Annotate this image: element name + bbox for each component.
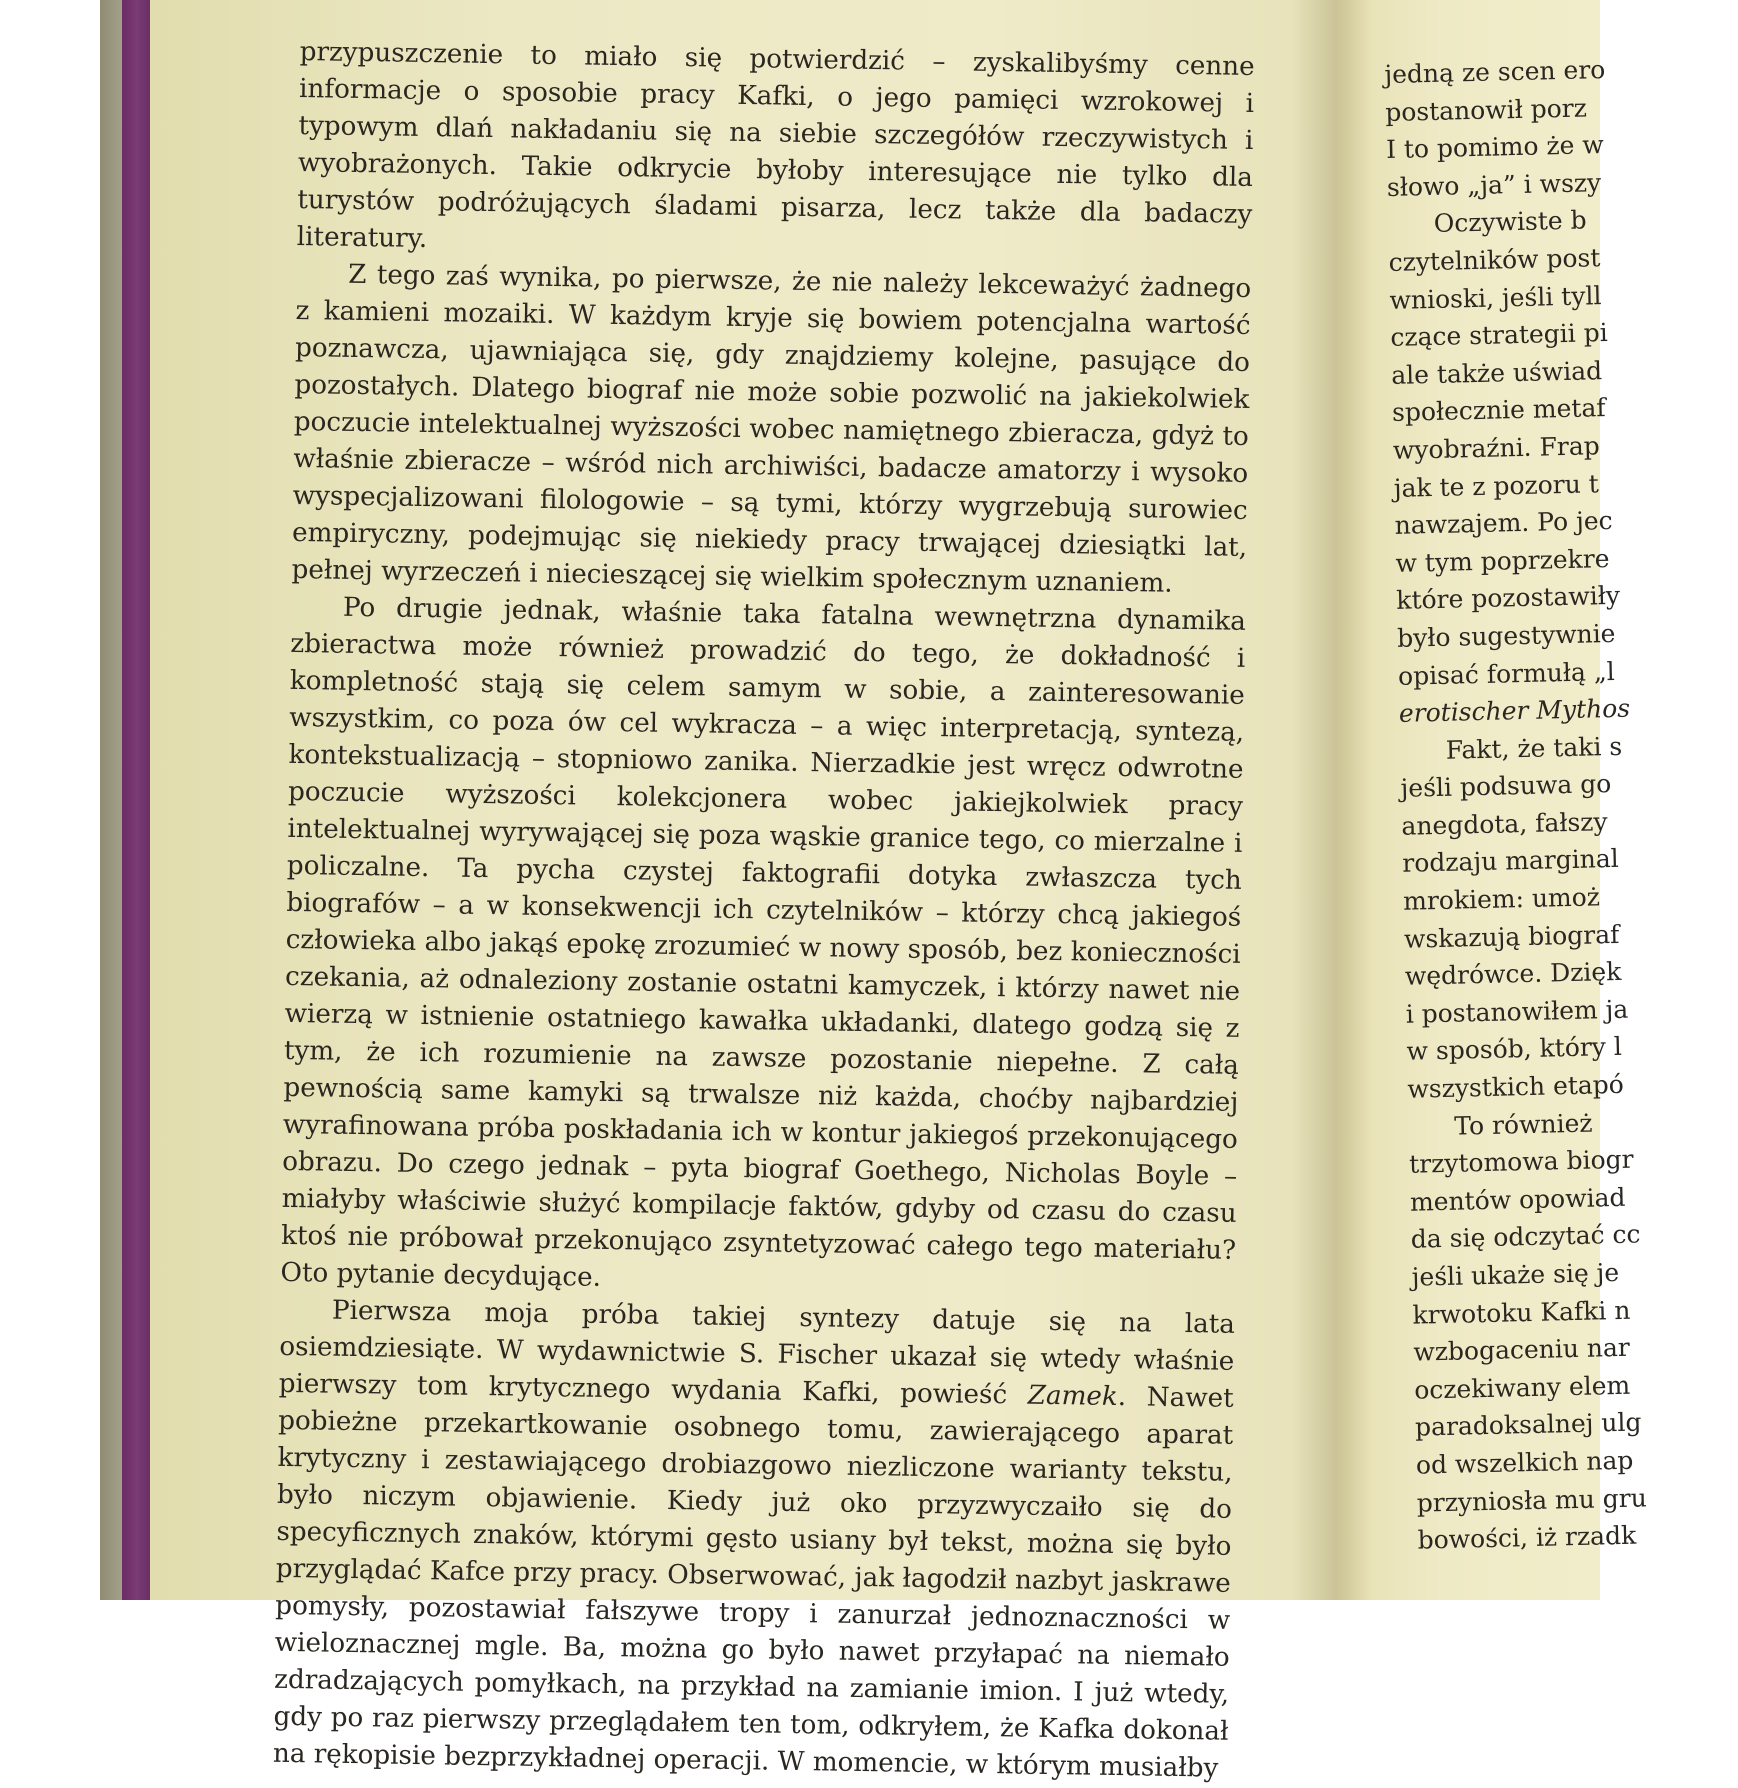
text-line: postanowił porz — [1384, 93, 1588, 127]
book-cover-edge — [122, 0, 152, 1600]
text-run: Z tego zaś wynika, po pierwsze, że nie należy lekceważyć żadnego z kamieni mozaiki. W każdym kryje się bowiem potencjalna wartość poznawcza, ujawniająca się, gdy znajdziemy kolejne, pasujące do pozostałych. Dlatego biograf nie może sobie pozwolić na jakiekolwiek poczucie intelektualnej wyższości wobec namiętnego zbieracza, gdyż to właśnie zbieracze – wśród nich archiwiści, badacze amatorzy i wysoko wyspecjalizowani filologowie – są tymi, którzy wygrzebują surowiec empiryczny, podejmując się niekiedy pracy trwającej dziesiątki lat, pełnej wyrzeczeń i niecieszącej się wielkim społecznym uznaniem. — [291, 259, 1252, 599]
text-line: anegdota, fałszy — [1401, 807, 1608, 841]
text-line: ale także uświad — [1390, 355, 1603, 390]
text-line: w tym poprzekre — [1395, 543, 1610, 578]
text-line: społecznie metaf — [1391, 393, 1606, 428]
text-run: przypuszczenie to miało się potwierdzić – zyskalibyśmy cenne informacje o sposobie pracy Kafki, o jego pamięci wzrokowej i typowym dlań nakładaniu się na siebie szczegółów rzeczywistych i wyobrażonych. Takie odkrycie byłoby interesujące nie tylko dla turystów podróżujących śladami pisarza, lecz także dla badaczy literatury. — [296, 36, 1255, 255]
text-line: jeśli ukaże się je — [1411, 1257, 1620, 1292]
right-page-text — [1384, 49, 1738, 1560]
text-line: To również — [1453, 1108, 1593, 1141]
paragraph — [280, 589, 1246, 1307]
text-line: wskazują biograf — [1403, 919, 1620, 954]
text-line: mrokiem: umoż — [1402, 882, 1601, 916]
text-line: w sposób, który l — [1406, 1032, 1623, 1067]
paragraph — [297, 34, 1255, 271]
text-line: jeśli podsuwa go — [1400, 769, 1612, 804]
text-line: wyobraźni. Frap — [1392, 431, 1601, 465]
text-line: słowo „ja” i wszy — [1386, 167, 1602, 202]
text-line: od wszelkich nap — [1415, 1445, 1634, 1480]
text-line: Fakt, że taki s — [1445, 731, 1623, 765]
text-line: Oczywiste b — [1433, 205, 1587, 239]
text-run: Po drugie jednak, właśnie taka fatalna wewnętrzna dynamika zbieractwa może również prowadzić do tego, że dokładność i kompletność stają się celem samym w sobie, a zainteresowanie wszystkim, co poza ów cel wykracza – a więc interpretacją, syntezą, kontekstualizacją – stopniowo zanika. Nierzadkie jest wręcz odwrotne poczucie wyższości kolekcjonera wobec jakiejkolwiek pracy intelektualnej wyrywającej się poza wąskie granice tego, co mierzalne i policzalne. Ta pycha czystej faktografii dotyka zwłaszcza tych biografów – a w konsekwencji ich czytelników – którzy chcą jakiegoś człowieka albo jakąś epokę zrozumieć w nowy sposób, bez konieczności czekania, aż odnaleziony zostanie ostatni kamyczek, i którzy nawet nie wierzą w istnienie ostatniego kawałka układanki, dlatego godzą się z tym, że ich rozumienie na zawsze pozostanie niepełne. Z całą pewnością same kamyki są trwalsze niż każda, choćby najbardziej wyrafinowana próba poskładania ich w kontur jakiegoś przekonującego obrazu. Do czego jednak – pyta biograf Goethego, Nicholas Boyle – miałyby właściwie służyć kompilacje faktów, gdyby od czasu do czasu ktoś nie próbował przekonująco zsyntetyzować całego tego materiału? Oto pytanie decydujące. — [280, 592, 1247, 1293]
text-line: które pozostawiły — [1396, 581, 1621, 616]
text-line: mentów opowiad — [1409, 1182, 1626, 1217]
italic-title: Zamek — [1027, 1380, 1119, 1413]
text-line: paradoksalnej ulg — [1414, 1407, 1642, 1443]
paragraph — [291, 256, 1251, 604]
left-page-text — [273, 34, 1255, 1788]
text-line: i postanowiłem ja — [1405, 994, 1629, 1029]
text-line: trzytomowa biogr — [1408, 1144, 1634, 1179]
text-line: erotischer Mythos — [1398, 693, 1631, 728]
text-line: da się odczytać cc — [1410, 1219, 1641, 1255]
text-line: opisać formułą „l — [1397, 656, 1616, 691]
text-line: nawzajem. Po jec — [1394, 506, 1613, 541]
text-line: wszystkich etapó — [1407, 1069, 1625, 1104]
text-line: było sugestywnie — [1396, 618, 1616, 653]
paragraph — [273, 1292, 1235, 1788]
text-line: jedną ze scen ero — [1384, 54, 1606, 89]
text-line: wzbogaceniu nar — [1413, 1332, 1631, 1367]
text-run: . Nawet pobieżne przekartkowanie osobnego tomu, zawierającego aparat krytyczny i zestawiającego drobiazgowo niezliczone warianty tekstu, było niczym objawienie. Kiedy już oko przyzwyczaiło się do specyficznych znaków, którymi gęsto usiany był tekst, można się było przyglądać Kafce przy pracy. Obserwować, jak łagodził nazbyt jaskrawe pomysły, pozostawiał fałszywe tropy i zanurzał jednoznaczności w wieloznacznej mgle. Ba, można go było nawet przyłapać na niemało zdradzających pomyłkach, na przykład na zamianie imion. I już wtedy, gdy po raz pierwszy przeglądałem ten tom, odkryłem, że Kafka dokonał na rękopisie bezprzykładnej operacji. W momencie, w którym musiałby — [272, 1382, 1234, 1784]
text-line: czące strategii pi — [1390, 318, 1609, 353]
text-line: czytelników post — [1388, 243, 1601, 277]
text-line: wędrówce. Dzięk — [1404, 957, 1622, 992]
page-gutter-shadow — [1292, 0, 1372, 1600]
text-line: I to pomimo że w — [1385, 130, 1605, 165]
text-line: przyniosła mu gru — [1416, 1482, 1648, 1518]
text-line: krwotoku Kafki n — [1412, 1295, 1631, 1330]
text-line: rodzaju marginal — [1402, 844, 1620, 879]
text-line: oczekiwany elem — [1413, 1370, 1631, 1405]
text-line: wnioski, jeśli tyll — [1389, 280, 1602, 315]
text-line: bowości, iż rzadk — [1417, 1520, 1637, 1555]
text-line: jak te z pozoru t — [1393, 468, 1600, 503]
text-run: Pierwsza moja próba takiej syntezy datuje się na lata osiemdziesiąte. W wydawnictwie S. Fischer ukazał się wtedy właśnie pierwszy tom krytycznego wydania Kafki, powieść — [278, 1295, 1236, 1411]
